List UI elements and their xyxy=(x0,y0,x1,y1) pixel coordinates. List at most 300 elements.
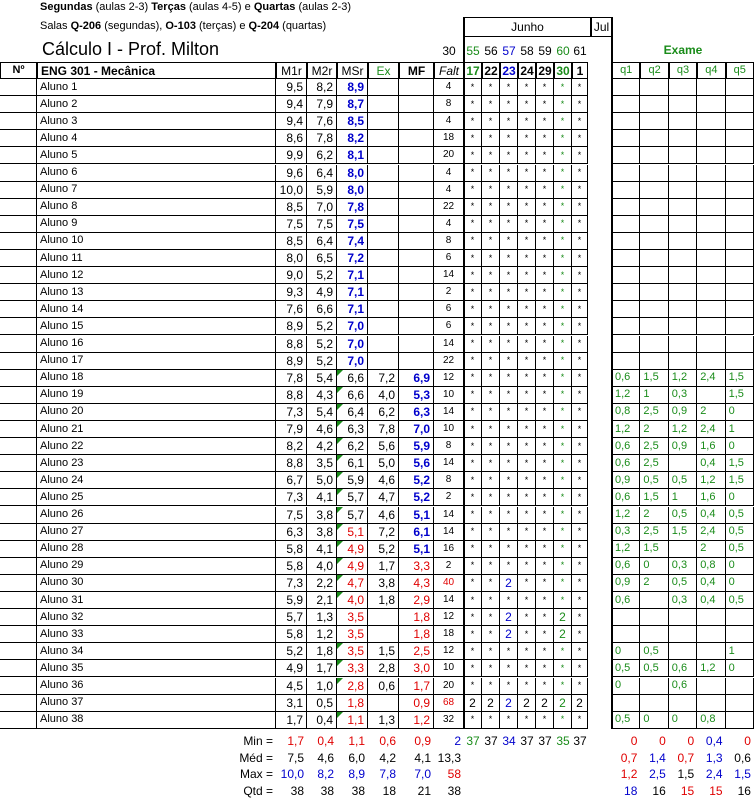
attendance-mark: * xyxy=(500,182,518,199)
exam-question-score: 1 xyxy=(726,421,754,438)
exam-question-score xyxy=(697,284,725,301)
attendance-mark: * xyxy=(536,489,554,506)
grade-m1r: 7,3 xyxy=(276,489,307,506)
student-name: Aluno 22 xyxy=(37,438,276,455)
exam-question-score: 2 xyxy=(640,575,668,592)
grade-msr: 3,5 xyxy=(337,643,368,660)
summary-m1r: 10,0 xyxy=(280,767,304,782)
exam-question-score xyxy=(726,113,754,130)
grade-ex: 4,0 xyxy=(368,387,399,404)
comment-marker-icon xyxy=(337,472,343,478)
attendance-mark: * xyxy=(536,165,554,182)
attendance-mark: * xyxy=(518,301,536,318)
lesson-number: 59 xyxy=(538,43,552,58)
student-name: Aluno 32 xyxy=(37,609,276,626)
grade-mf xyxy=(399,233,434,250)
grade-ex xyxy=(368,301,399,318)
student-name: Aluno 33 xyxy=(37,626,276,643)
attendance-mark: * xyxy=(500,524,518,541)
exam-question-score: 0 xyxy=(726,404,754,421)
attendance-mark: * xyxy=(464,421,482,438)
header-m1r: M1r xyxy=(276,62,307,79)
summary-msr: 38 xyxy=(351,783,365,798)
attendance-mark: * xyxy=(482,182,500,199)
grade-ex xyxy=(368,79,399,96)
student-name: Aluno 1 xyxy=(37,79,276,96)
row-number-cell xyxy=(0,353,37,370)
summary-question: 0,6 xyxy=(734,750,751,765)
attendance-mark: * xyxy=(482,370,500,387)
summary-question: 15 xyxy=(709,783,723,798)
header-course: ENG 301 - Mecânica xyxy=(37,62,276,79)
grade-m1r: 10,0 xyxy=(276,182,307,199)
exam-question-score: 0,5 xyxy=(726,592,754,609)
grade-mf xyxy=(399,165,434,182)
summary-question: 16 xyxy=(652,783,666,798)
summary-attendance xyxy=(464,749,482,766)
column-divider xyxy=(463,17,465,729)
grade-msr: 1,1 xyxy=(337,712,368,729)
lesson-number: 61 xyxy=(573,43,587,58)
attendance-mark: * xyxy=(572,182,588,199)
student-name: Aluno 26 xyxy=(37,507,276,524)
row-number-cell xyxy=(0,695,37,712)
summary-m2r: 4,6 xyxy=(317,750,334,765)
student-name: Aluno 18 xyxy=(37,370,276,387)
absences-count: 14 xyxy=(434,336,464,353)
exam-question-score xyxy=(669,541,697,558)
grade-m2r: 7,9 xyxy=(307,96,337,113)
student-name: Aluno 11 xyxy=(37,250,276,267)
attendance-mark: * xyxy=(500,216,518,233)
attendance-mark: * xyxy=(518,507,536,524)
row-number-cell xyxy=(0,643,37,660)
exam-question-score xyxy=(612,609,640,626)
grade-mf: 1,2 xyxy=(399,712,434,729)
attendance-mark: * xyxy=(518,96,536,113)
grade-mf xyxy=(399,267,434,284)
attendance-mark: * xyxy=(518,216,536,233)
exam-question-score xyxy=(726,216,754,233)
exam-question-score xyxy=(697,678,725,695)
exam-question-score: 1 xyxy=(640,387,668,404)
grade-ex xyxy=(368,96,399,113)
attendance-mark: 2 xyxy=(554,609,572,626)
grade-m2r: 2,2 xyxy=(307,575,337,592)
attendance-mark: * xyxy=(536,284,554,301)
attendance-mark: * xyxy=(500,79,518,96)
attendance-mark: * xyxy=(464,353,482,370)
grade-mf xyxy=(399,216,434,233)
attendance-mark: * xyxy=(464,370,482,387)
comment-marker-icon xyxy=(337,524,343,530)
attendance-mark: * xyxy=(536,182,554,199)
grade-ex xyxy=(368,130,399,147)
grade-m1r: 9,4 xyxy=(276,113,307,130)
attendance-mark: * xyxy=(536,678,554,695)
grade-mf: 7,0 xyxy=(399,421,434,438)
attendance-mark: * xyxy=(464,712,482,729)
grade-m1r: 9,3 xyxy=(276,284,307,301)
attendance-mark: * xyxy=(482,489,500,506)
exam-question-score xyxy=(697,267,725,284)
exam-question-score xyxy=(697,165,725,182)
attendance-mark: * xyxy=(518,558,536,575)
exam-question-score xyxy=(669,455,697,472)
attendance-mark: * xyxy=(482,216,500,233)
attendance-mark: * xyxy=(482,113,500,130)
header-lesson-date: 23 xyxy=(500,62,518,79)
attendance-mark: * xyxy=(572,250,588,267)
exam-question-score: 0 xyxy=(726,660,754,677)
summary-m1r: 1,7 xyxy=(287,734,304,749)
grade-ex: 4,7 xyxy=(368,489,399,506)
comment-marker-icon xyxy=(337,712,343,718)
student-name: Aluno 19 xyxy=(37,387,276,404)
schedule-line-1: Segundas (aulas 2-3) Terças (aulas 4-5) e Quartas (aulas 2-3) xyxy=(40,1,352,13)
grade-mf: 1,8 xyxy=(399,609,434,626)
attendance-mark: * xyxy=(536,96,554,113)
grade-msr: 1,8 xyxy=(337,695,368,712)
exam-question-score xyxy=(640,284,668,301)
attendance-mark: * xyxy=(482,472,500,489)
exam-question-score: 0,3 xyxy=(669,592,697,609)
attendance-mark: * xyxy=(554,592,572,609)
grade-mf: 2,9 xyxy=(399,592,434,609)
attendance-mark: * xyxy=(554,660,572,677)
course-title: Cálculo I - Prof. Milton xyxy=(42,39,220,59)
attendance-mark: * xyxy=(482,626,500,643)
exam-question-score xyxy=(697,130,725,147)
exam-question-score: 0,8 xyxy=(697,712,725,729)
attendance-mark: * xyxy=(518,284,536,301)
row-number-cell xyxy=(0,165,37,182)
attendance-mark: * xyxy=(482,507,500,524)
row-number-cell xyxy=(0,96,37,113)
student-name: Aluno 17 xyxy=(37,353,276,370)
attendance-mark: * xyxy=(500,592,518,609)
attendance-mark: * xyxy=(572,267,588,284)
grade-msr: 2,8 xyxy=(337,678,368,695)
absences-count: 12 xyxy=(434,643,464,660)
exam-question-score: 1,2 xyxy=(612,387,640,404)
exam-question-score xyxy=(697,233,725,250)
attendance-mark: * xyxy=(536,353,554,370)
summary-m2r: 0,4 xyxy=(317,734,334,749)
exam-question-score: 0,5 xyxy=(612,712,640,729)
exam-question-score xyxy=(669,284,697,301)
attendance-mark: 2 xyxy=(536,695,554,712)
exam-question-score xyxy=(612,318,640,335)
grade-m1r: 8,8 xyxy=(276,455,307,472)
exam-question-score: 2,5 xyxy=(640,524,668,541)
grade-mf xyxy=(399,79,434,96)
absences-count: 40 xyxy=(434,575,464,592)
exam-question-score xyxy=(640,318,668,335)
attendance-mark: * xyxy=(464,250,482,267)
grade-m2r: 7,8 xyxy=(307,130,337,147)
attendance-mark: * xyxy=(572,404,588,421)
attendance-mark: * xyxy=(536,438,554,455)
exam-question-score xyxy=(669,609,697,626)
absences-count: 8 xyxy=(434,96,464,113)
exam-question-score xyxy=(669,182,697,199)
exam-question-score: 0,4 xyxy=(697,575,725,592)
exam-question-score xyxy=(726,182,754,199)
grade-m1r: 8,8 xyxy=(276,336,307,353)
comment-marker-icon xyxy=(337,370,343,376)
row-number-cell xyxy=(0,455,37,472)
exam-question-score xyxy=(726,199,754,216)
exam-question-score xyxy=(640,113,668,130)
absences-count: 18 xyxy=(434,626,464,643)
grade-m2r: 7,0 xyxy=(307,199,337,216)
grade-m2r: 5,2 xyxy=(307,267,337,284)
header-q2: q2 xyxy=(640,62,668,79)
attendance-mark: * xyxy=(464,182,482,199)
student-name: Aluno 15 xyxy=(37,318,276,335)
student-name: Aluno 25 xyxy=(37,489,276,506)
attendance-mark: * xyxy=(554,301,572,318)
attendance-mark: * xyxy=(482,660,500,677)
attendance-mark: * xyxy=(464,96,482,113)
exam-question-score xyxy=(640,96,668,113)
grade-m1r: 6,3 xyxy=(276,524,307,541)
student-name: Aluno 4 xyxy=(37,130,276,147)
exam-question-score xyxy=(640,130,668,147)
exam-question-score: 1,2 xyxy=(697,660,725,677)
attendance-mark: * xyxy=(464,199,482,216)
exam-question-score: 2,4 xyxy=(697,370,725,387)
attendance-mark: * xyxy=(572,558,588,575)
attendance-mark: * xyxy=(518,336,536,353)
grade-msr: 6,6 xyxy=(337,370,368,387)
attendance-mark: * xyxy=(554,421,572,438)
grade-m1r: 5,8 xyxy=(276,626,307,643)
exam-question-score xyxy=(669,250,697,267)
grade-mf xyxy=(399,250,434,267)
exam-question-score xyxy=(640,250,668,267)
attendance-mark: * xyxy=(572,609,588,626)
grade-m1r: 8,0 xyxy=(276,250,307,267)
attendance-mark: * xyxy=(554,678,572,695)
grade-msr: 7,1 xyxy=(337,267,368,284)
exam-question-score: 1,5 xyxy=(669,524,697,541)
attendance-mark: * xyxy=(554,130,572,147)
grade-m2r: 5,2 xyxy=(307,353,337,370)
summary-attendance xyxy=(518,749,536,766)
absences-count: 18 xyxy=(434,130,464,147)
grade-msr: 6,3 xyxy=(337,421,368,438)
exam-question-score xyxy=(697,79,725,96)
attendance-mark: * xyxy=(572,318,588,335)
summary-msr: 8,9 xyxy=(348,767,365,782)
exam-question-score: 1,6 xyxy=(697,489,725,506)
exam-question-score: 0,6 xyxy=(612,455,640,472)
comment-marker-icon xyxy=(337,592,343,598)
attendance-mark: * xyxy=(464,489,482,506)
row-number-cell xyxy=(0,678,37,695)
lesson-number: 56 xyxy=(484,43,498,58)
grade-msr: 8,7 xyxy=(337,96,368,113)
grade-m2r: 7,5 xyxy=(307,216,337,233)
attendance-mark: * xyxy=(464,387,482,404)
attendance-mark: * xyxy=(464,404,482,421)
attendance-mark: * xyxy=(482,609,500,626)
attendance-mark: * xyxy=(482,438,500,455)
grade-ex xyxy=(368,250,399,267)
attendance-mark: * xyxy=(572,301,588,318)
comment-marker-icon xyxy=(337,678,343,684)
header-lesson-date: 1 xyxy=(572,62,588,79)
attendance-mark: * xyxy=(518,643,536,660)
lesson-number: 60 xyxy=(556,43,570,58)
grade-m1r: 8,8 xyxy=(276,387,307,404)
exam-question-score: 0 xyxy=(726,438,754,455)
summary-mf: 7,0 xyxy=(414,767,431,782)
summary-attendance xyxy=(500,749,518,766)
attendance-mark: * xyxy=(518,267,536,284)
exam-question-score xyxy=(640,267,668,284)
exam-question-score xyxy=(726,96,754,113)
exam-question-score xyxy=(726,353,754,370)
attendance-mark: 2 xyxy=(554,626,572,643)
exam-question-score: 0,9 xyxy=(669,404,697,421)
summary-attendance xyxy=(572,766,588,783)
grade-msr: 7,1 xyxy=(337,284,368,301)
summary-attendance xyxy=(536,749,554,766)
attendance-mark: * xyxy=(500,507,518,524)
grade-mf: 0,9 xyxy=(399,695,434,712)
grade-m1r: 4,9 xyxy=(276,660,307,677)
student-name: Aluno 28 xyxy=(37,541,276,558)
exam-question-score xyxy=(612,301,640,318)
exam-question-score xyxy=(697,113,725,130)
exam-question-score: 0,8 xyxy=(697,558,725,575)
student-name: Aluno 8 xyxy=(37,199,276,216)
exam-question-score: 2,5 xyxy=(640,438,668,455)
attendance-mark: * xyxy=(482,592,500,609)
grade-msr: 7,0 xyxy=(337,353,368,370)
absences-count: 20 xyxy=(434,147,464,164)
row-number-cell xyxy=(0,660,37,677)
grade-m2r: 6,5 xyxy=(307,250,337,267)
attendance-mark: * xyxy=(572,421,588,438)
student-name: Aluno 7 xyxy=(37,182,276,199)
exam-question-score: 2,5 xyxy=(640,404,668,421)
attendance-mark: * xyxy=(500,147,518,164)
grade-m1r: 7,5 xyxy=(276,507,307,524)
attendance-mark: * xyxy=(500,318,518,335)
student-name: Aluno 37 xyxy=(37,695,276,712)
attendance-mark: * xyxy=(572,712,588,729)
attendance-mark: * xyxy=(554,182,572,199)
summary-question: 16 xyxy=(737,783,751,798)
grade-ex xyxy=(368,216,399,233)
grade-msr: 7,2 xyxy=(337,250,368,267)
exam-question-score: 0,4 xyxy=(697,507,725,524)
attendance-mark: * xyxy=(464,472,482,489)
attendance-mark: * xyxy=(554,541,572,558)
attendance-mark: * xyxy=(482,353,500,370)
attendance-mark: * xyxy=(572,370,588,387)
attendance-mark: * xyxy=(482,575,500,592)
exam-question-score xyxy=(697,147,725,164)
attendance-mark: * xyxy=(554,438,572,455)
row-number-cell xyxy=(0,541,37,558)
exam-question-score: 0,5 xyxy=(726,507,754,524)
student-name: Aluno 34 xyxy=(37,643,276,660)
grade-m2r: 6,4 xyxy=(307,233,337,250)
attendance-mark: * xyxy=(572,541,588,558)
grade-m2r: 4,2 xyxy=(307,438,337,455)
absences-count: 6 xyxy=(434,318,464,335)
absences-count: 12 xyxy=(434,370,464,387)
attendance-mark: * xyxy=(482,336,500,353)
grade-ex: 7,2 xyxy=(368,524,399,541)
absences-count: 6 xyxy=(434,250,464,267)
row-number-cell xyxy=(0,592,37,609)
exam-question-score xyxy=(612,130,640,147)
grade-m2r: 7,6 xyxy=(307,113,337,130)
attendance-mark: * xyxy=(518,387,536,404)
schedule-line-2: Salas Q-206 (segundas), O-103 (terças) e Q-204 (quartas) xyxy=(40,20,327,32)
absences-count: 8 xyxy=(434,472,464,489)
exam-question-score xyxy=(669,147,697,164)
exam-question-score: 0 xyxy=(640,558,668,575)
exam-question-score: 1 xyxy=(726,643,754,660)
attendance-mark: * xyxy=(572,678,588,695)
student-name: Aluno 38 xyxy=(37,712,276,729)
grade-mf: 3,0 xyxy=(399,660,434,677)
exam-question-score xyxy=(640,626,668,643)
grade-msr: 6,1 xyxy=(337,455,368,472)
attendance-mark: * xyxy=(554,250,572,267)
exam-question-score: 1,5 xyxy=(640,541,668,558)
summary-mf: 21 xyxy=(417,783,431,798)
comment-marker-icon xyxy=(337,404,343,410)
attendance-mark: * xyxy=(572,472,588,489)
exam-question-score: 2,4 xyxy=(697,524,725,541)
grade-m2r: 1,0 xyxy=(307,678,337,695)
exam-question-score: 2,4 xyxy=(697,421,725,438)
exam-question-score: 1,5 xyxy=(726,387,754,404)
exam-question-score: 0,5 xyxy=(669,575,697,592)
summary-question: 0,7 xyxy=(620,750,638,765)
attendance-mark: 2 xyxy=(554,695,572,712)
exam-question-score xyxy=(612,113,640,130)
attendance-mark: * xyxy=(536,455,554,472)
attendance-mark: * xyxy=(464,336,482,353)
exam-question-score xyxy=(726,147,754,164)
attendance-mark: * xyxy=(572,524,588,541)
grade-ex xyxy=(368,267,399,284)
attendance-mark: * xyxy=(518,370,536,387)
header-q4: q4 xyxy=(697,62,725,79)
grade-msr: 3,3 xyxy=(337,660,368,677)
header-lesson-date: 22 xyxy=(482,62,500,79)
grade-ex: 6,2 xyxy=(368,404,399,421)
attendance-mark: * xyxy=(500,267,518,284)
attendance-mark: * xyxy=(518,592,536,609)
exam-question-score xyxy=(726,284,754,301)
attendance-mark: * xyxy=(536,660,554,677)
grade-mf xyxy=(399,182,434,199)
exam-question-score xyxy=(669,233,697,250)
attendance-mark: * xyxy=(572,284,588,301)
comment-marker-icon xyxy=(337,387,343,393)
attendance-mark: 2 xyxy=(500,626,518,643)
